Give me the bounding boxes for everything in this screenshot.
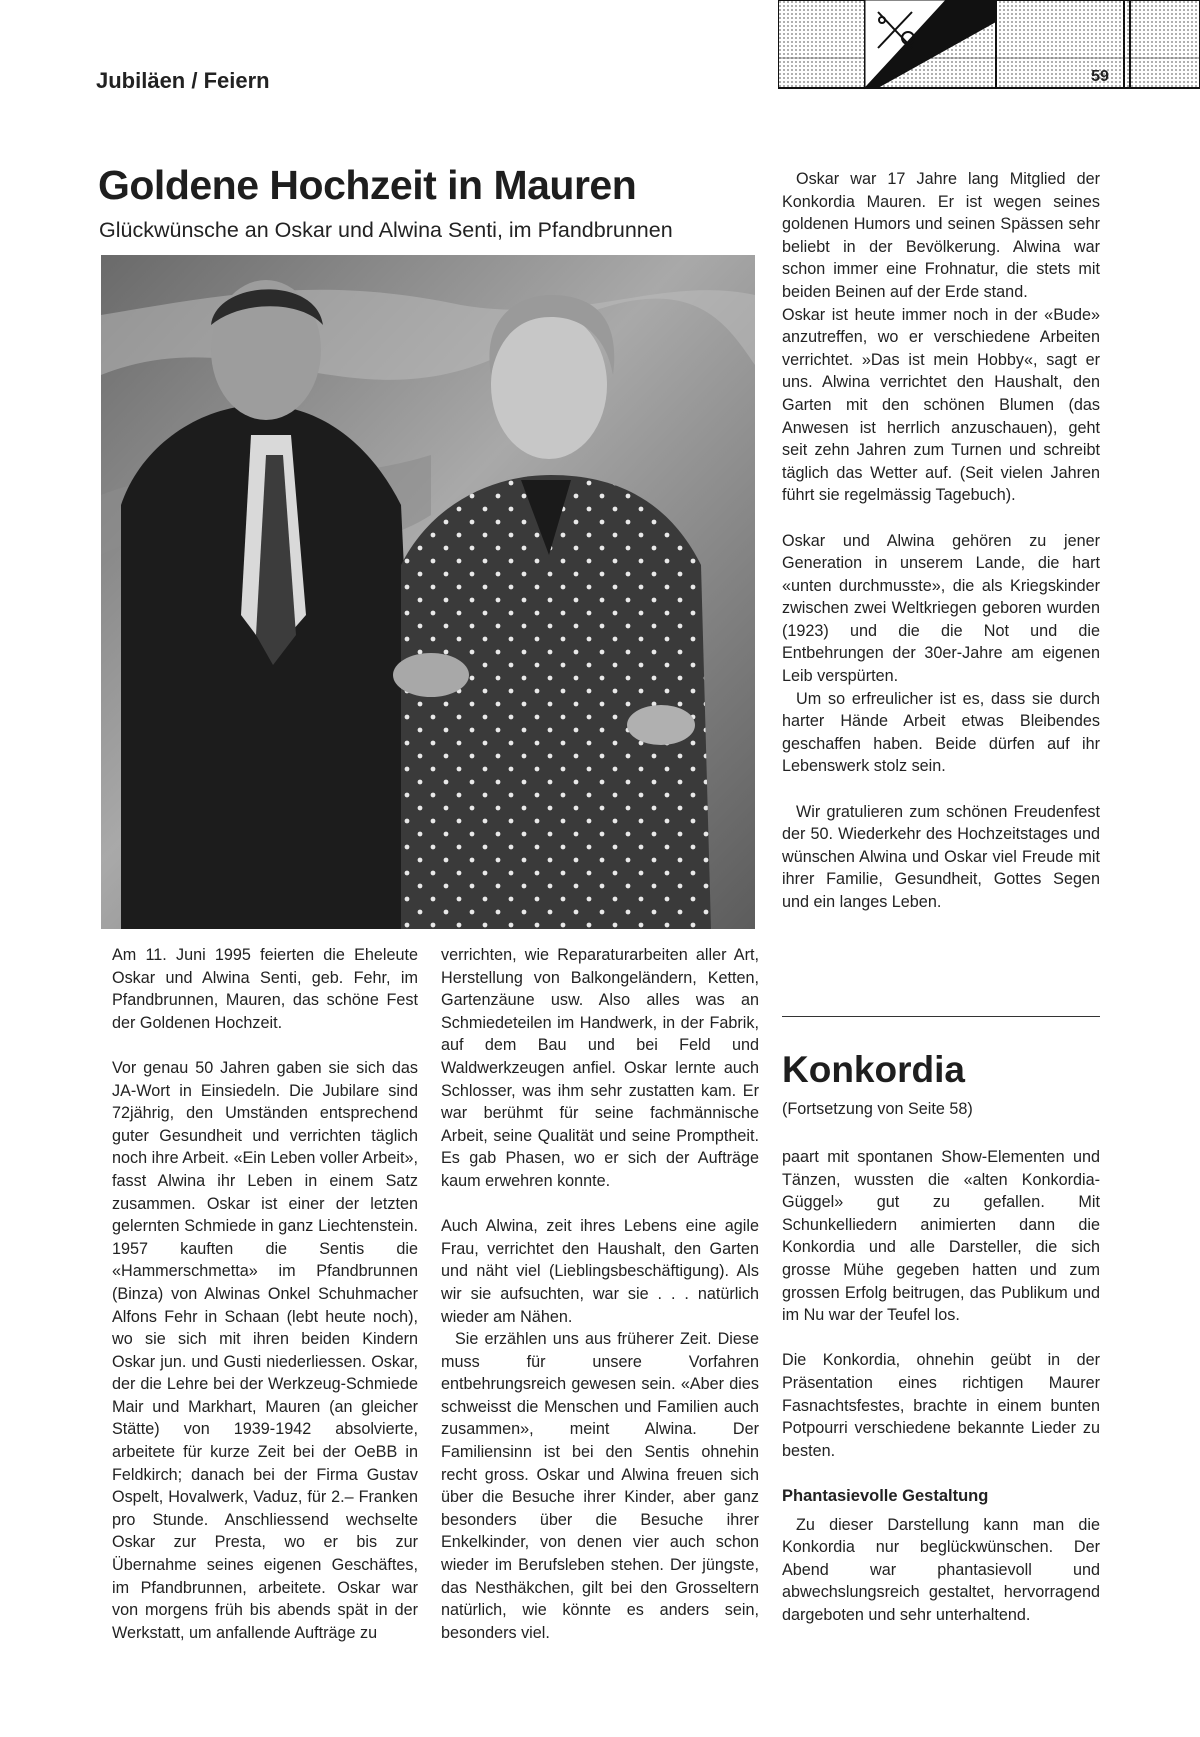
paragraph: paart mit spontanen Show-Elementen und Tänzen, wussten die «alten Konkordia-Güggel» gut zu gefallen. Mit Schunkelliedern animierten dann die Konkordia und alle Darsteller, die sich grosse Mühe gegeben hatten und zum grossen Erfolg beitrugen, das Publikum und im Nu war der Teufel los. xyxy=(782,1148,1100,1325)
paragraph: Um so erfreulicher ist es, dass sie durch harter Hände Arbeit etwas Bleibendes geschaffen haben. Beide dürfen auf ihr Lebenswerk stolz sein. xyxy=(782,689,1100,776)
header-box xyxy=(778,0,1200,90)
konkordia-title: Konkordia xyxy=(782,1049,965,1090)
section-divider xyxy=(782,1016,1100,1017)
paragraph: verrichten, wie Reparaturarbeiten aller Art, Herstellung von Balkongeländern, Ketten, Gartenzäune usw. Also alles was an Schmiedeteilen im Handwerk, in der Fabrik, auf dem Bau und bei Feld und Waldwerkzeugen anfiel. Oskar lernte auch Schlosser, was ihm sehr zustatten kam. Er war berühmt für seine fachmännische Arbeit, seine Qualität und seine Promptheit. Es gab Phasen, wo er sich der Aufträge kaum erwehren konnte. xyxy=(441,946,759,1190)
article-column-2 xyxy=(441,944,759,1644)
article-column-3 xyxy=(782,168,1100,914)
konkordia-column xyxy=(782,1146,1100,1626)
couple-photo xyxy=(101,255,755,929)
article-subtitle: Glückwünsche an Oskar und Alwina Senti, im Pfandbrunnen xyxy=(99,218,673,242)
paragraph: Oskar und Alwina gehören zu jener Generation in unserem Lande, die hart «unten durchmusste», die als Kriegskinder zwischen zwei Weltkriegen geboren wurden (1923) und die die Not und die Entbehrungen der 30er-Jahre am eigenen Leib verspürten. xyxy=(782,531,1100,686)
konkordia-subheading: Phantasievolle Gestaltung xyxy=(782,1486,989,1505)
article-title: Goldene Hochzeit in Mauren xyxy=(98,162,637,208)
paragraph: Oskar war 17 Jahre lang Mitglied der Konkordia Mauren. Er ist wegen seines goldenen Humors und seinen Spässen sehr beliebt in der Bevölkerung. Alwina war schon immer eine Frohnatur, die stets mit beiden Beinen auf der Erde stand. xyxy=(782,170,1100,301)
page-number: 59 xyxy=(1091,68,1109,85)
paragraph: Vor genau 50 Jahren gaben sie sich das JA-Wort in Einsiedeln. Die Jubilare sind 72jährig, den Umständen entsprechend guter Gesundheit und verrichten täglich noch ihre Arbeit. «Ein Leben voller Arbeit», fasst Alwina ihr Leben in einem Satz zusammen. Oskar ist einer der letzten gelernten Schmiede in ganz Liechtenstein. 1957 kauften die Sentis die «Hammerschmetta» im Pfandbrunnen (Binza) von Alwinas Onkel Schuhmacher Alfons Fehr in Schaan (lebt heute noch), wo sie sich mit ihren beiden Kindern Oskar jun. und Gusti niederliessen. Oskar, der die Lehre bei der Werkzeug-Schmiede Mair und Markhart, Mauren (an gleicher Stätte) von 1939-1942 absolvierte, arbeitete für kurze Zeit bei der OeBB in Feldkirch; danach bei der Firma Gustav Ospelt, Hovalwerk, Vaduz, für 2.– Franken pro Stunde. Anschliessend wechselte Oskar zur Presta, wo er bis zur Übernahme seines eigenen Geschäftes, im Pfandbrunnen, arbeitete. Oskar war von morgens früh bis abends spät in der Werkstatt, um anfallende Aufträge zu xyxy=(112,1058,418,1642)
paragraph: Die Konkordia, ohnehin geübt in der Präsentation eines richtigen Maurer Fasnachtsfestes, brachte in einem bunten Potpourri verschiedene bekannte Lieder zu besten. xyxy=(782,1351,1100,1460)
article-column-1 xyxy=(112,944,418,1644)
paragraph: Oskar ist heute immer noch in der «Bude» anzutreffen, wo er verschiedene Arbeiten verrichtet. »Das ist mein Hobby«, sagt er uns. Alwina verrichtet den Haushalt, den Garten mit den schönen Blumen (das Anwesen ist herrlich anzuschauen), geht seit zehn Jahren zum Turnen und schreibt täglich das Wetter auf. (Seit vielen Jahren führt sie regelmässig Tagebuch). xyxy=(782,305,1100,505)
paragraph: Sie erzählen uns aus früherer Zeit. Diese muss für unsere Vorfahren entbehrungsreich gewesen sein. «Aber dies schweisst die Menschen und Familien auch zusammen», meint Alwina. Der Familiensinn ist bei den Sentis ohnehin recht gross. Oskar und Alwina freuen sich über die Besuche ihrer Kinder, aber ganz besonders über die Besuche ihrer Enkelkinder, von denen vier auch schon wieder im Berufsleben stehen. Der jüngste, das Nesthäkchen, gilt bei den Grosseltern natürlich, wie könnte es anders sein, besonders viel. xyxy=(441,1330,759,1642)
section-label: Jubiläen / Feiern xyxy=(96,68,270,93)
paragraph: Auch Alwina, zeit ihres Lebens eine agile Frau, verrichtet den Haushalt, den Garten und näht viel (Lieblingsbeschäftigung). Als wir sie aufsuchten, war sie . . . natürlich wieder am Nähen. xyxy=(441,1217,759,1326)
paragraph: Wir gratulieren zum schönen Freudenfest der 50. Wiederkehr des Hochzeitstages und wünschen Alwina und Oskar viel Freude mit ihrer Familie, Gesundheit, Gottes Segen und ein langes Leben. xyxy=(782,802,1100,911)
header-grid xyxy=(778,0,1200,90)
paragraph: Am 11. Juni 1995 feierten die Eheleute Oskar und Alwina Senti, geb. Fehr, im Pfandbrunnen, Mauren, das schöne Fest der Goldenen Hochzeit. xyxy=(112,946,418,1032)
konkordia-continuation: (Fortsetzung von Seite 58) xyxy=(782,1100,973,1118)
paragraph: Zu dieser Darstellung kann man die Konkordia nur beglückwünschen. Der Abend war phantasievoll und abwechslungsreich gestaltet, hervorragend dargeboten und sehr unterhaltend. xyxy=(782,1515,1100,1624)
